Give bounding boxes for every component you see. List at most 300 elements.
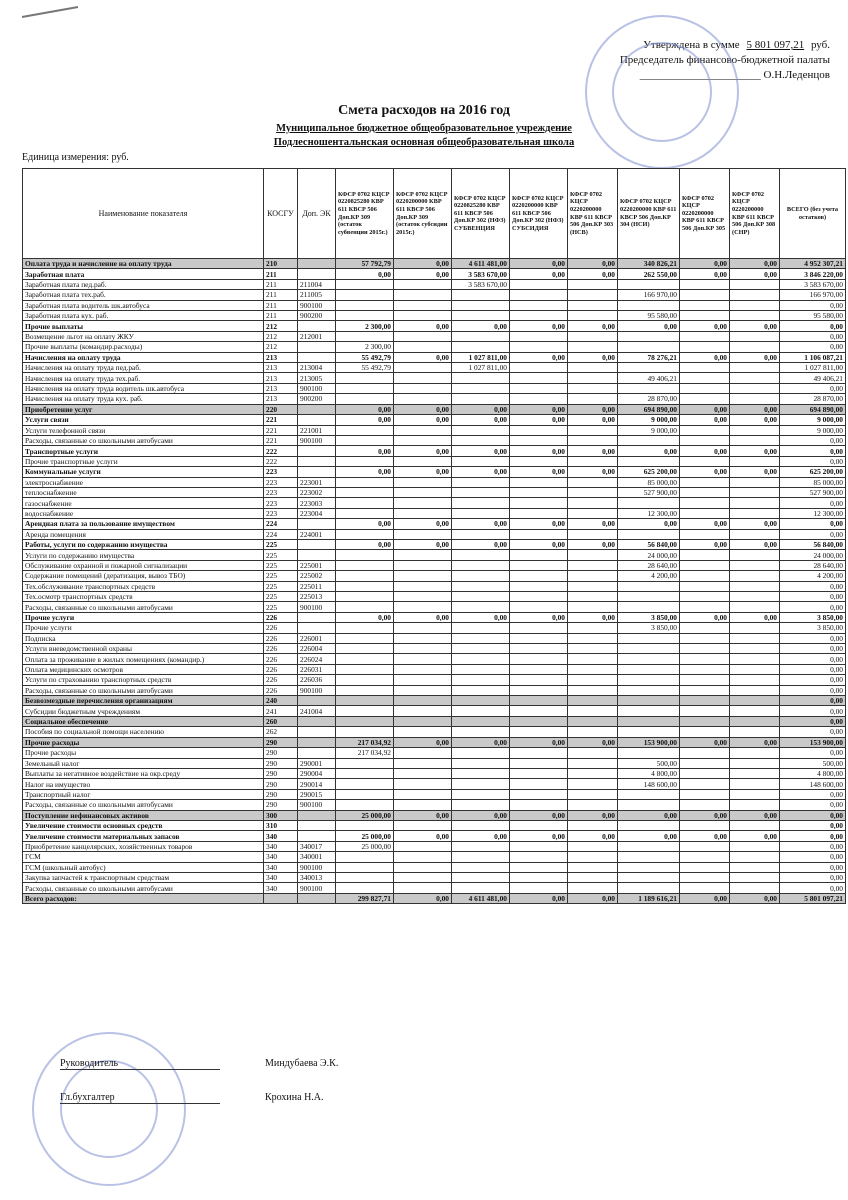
row-value-cell	[568, 696, 618, 706]
row-value-cell: 0,00	[568, 737, 618, 747]
row-dop-ek-cell: 221001	[298, 425, 336, 435]
row-name-cell: Начисления на оплату труда пед.раб.	[23, 363, 264, 373]
row-value-cell: 25 000,00	[336, 810, 394, 820]
row-total-cell: 12 300,00	[780, 508, 846, 518]
row-value-cell	[452, 383, 510, 393]
row-value-cell: 3 850,00	[618, 623, 680, 633]
row-value-cell	[618, 841, 680, 851]
row-value-cell	[452, 779, 510, 789]
table-row	[23, 800, 846, 810]
row-name-cell: Заработная плата кух. раб.	[23, 311, 264, 321]
row-value-cell	[618, 383, 680, 393]
row-value-cell	[730, 508, 780, 518]
row-value-cell	[394, 800, 452, 810]
row-value-cell: 0,00	[730, 352, 780, 362]
row-value-cell	[568, 456, 618, 466]
row-value-cell: 0,00	[336, 539, 394, 549]
row-value-cell	[510, 279, 568, 289]
row-value-cell	[680, 394, 730, 404]
row-name-cell: Возмещение льгот на оплату ЖКУ	[23, 331, 264, 341]
row-value-cell	[452, 550, 510, 560]
row-value-cell: 0,00	[510, 612, 568, 622]
row-name-cell: Начисления на оплату труда водитель шк.автобуса	[23, 383, 264, 393]
row-value-cell	[730, 331, 780, 341]
row-value-cell	[336, 425, 394, 435]
row-value-cell	[336, 456, 394, 466]
row-value-cell: 0,00	[510, 893, 568, 903]
table-row	[23, 498, 846, 508]
row-kosgu-cell: 340	[264, 841, 298, 851]
row-value-cell: 0,00	[730, 446, 780, 456]
row-name-cell: водоснабжение	[23, 508, 264, 518]
row-value-cell	[680, 768, 730, 778]
row-total-cell: 0,00	[780, 602, 846, 612]
row-value-cell	[452, 373, 510, 383]
row-total-cell: 625 200,00	[780, 467, 846, 477]
row-kosgu-cell: 210	[264, 259, 298, 269]
table-row	[23, 893, 846, 903]
row-value-cell	[680, 435, 730, 445]
row-value-cell	[568, 644, 618, 654]
row-value-cell: 0,00	[452, 446, 510, 456]
table-row	[23, 654, 846, 664]
row-value-cell: 527 900,00	[618, 487, 680, 497]
table-row	[23, 383, 846, 393]
row-dop-ek-cell: 225001	[298, 560, 336, 570]
row-value-cell	[452, 571, 510, 581]
row-name-cell: Расходы, связанные со школьными автобусами	[23, 883, 264, 893]
row-value-cell	[452, 748, 510, 758]
row-value-cell	[394, 279, 452, 289]
row-value-cell	[394, 623, 452, 633]
row-kosgu-cell: 262	[264, 727, 298, 737]
row-value-cell: 500,00	[618, 758, 680, 768]
row-value-cell	[394, 685, 452, 695]
row-value-cell	[452, 841, 510, 851]
row-value-cell	[336, 477, 394, 487]
row-value-cell	[394, 529, 452, 539]
row-value-cell: 0,00	[680, 539, 730, 549]
row-value-cell	[336, 758, 394, 768]
row-value-cell	[730, 685, 780, 695]
row-value-cell	[618, 592, 680, 602]
row-name-cell: Безвозмездные перечисления организациям	[23, 696, 264, 706]
row-value-cell	[568, 883, 618, 893]
row-total-cell: 0,00	[780, 820, 846, 830]
row-value-cell	[336, 633, 394, 643]
row-total-cell: 0,00	[780, 519, 846, 529]
row-total-cell: 9 000,00	[780, 425, 846, 435]
row-value-cell	[730, 550, 780, 560]
row-value-cell	[336, 394, 394, 404]
row-name-cell: Транспортный налог	[23, 789, 264, 799]
row-value-cell	[618, 581, 680, 591]
row-value-cell	[730, 852, 780, 862]
table-row	[23, 748, 846, 758]
row-value-cell	[568, 633, 618, 643]
row-value-cell	[680, 311, 730, 321]
row-value-cell: 0,00	[394, 831, 452, 841]
table-row	[23, 612, 846, 622]
row-value-cell	[336, 727, 394, 737]
table-row	[23, 435, 846, 445]
table-row	[23, 529, 846, 539]
row-value-cell	[394, 862, 452, 872]
row-value-cell: 0,00	[336, 269, 394, 279]
row-value-cell	[510, 685, 568, 695]
row-value-cell	[510, 529, 568, 539]
row-value-cell	[452, 685, 510, 695]
row-value-cell	[394, 373, 452, 383]
row-total-cell: 0,00	[780, 841, 846, 851]
row-name-cell: Аренда помещения	[23, 529, 264, 539]
row-value-cell	[510, 394, 568, 404]
accountant-role: Гл.бухгалтер	[60, 1092, 220, 1104]
row-value-cell	[730, 487, 780, 497]
row-name-cell: Выплаты за негативное воздействие на окр.среду	[23, 768, 264, 778]
row-value-cell	[394, 363, 452, 373]
row-total-cell: 0,00	[780, 748, 846, 758]
row-value-cell: 0,00	[568, 831, 618, 841]
row-value-cell	[510, 592, 568, 602]
row-value-cell	[730, 394, 780, 404]
row-value-cell	[730, 456, 780, 466]
row-value-cell	[730, 311, 780, 321]
row-dop-ek-cell	[298, 716, 336, 726]
row-value-cell: 0,00	[618, 831, 680, 841]
row-value-cell	[394, 852, 452, 862]
row-kosgu-cell: 211	[264, 290, 298, 300]
row-kosgu-cell: 340	[264, 862, 298, 872]
row-value-cell	[510, 550, 568, 560]
row-value-cell	[510, 425, 568, 435]
row-total-cell: 0,00	[780, 435, 846, 445]
accountant-name: Крохина Н.А.	[265, 1092, 324, 1103]
row-value-cell: 85 000,00	[618, 477, 680, 487]
head-role: Руководитель	[60, 1058, 220, 1070]
row-value-cell	[680, 550, 730, 560]
approval-suffix: руб.	[810, 39, 830, 51]
chairman-name: О.Н.Леденцов	[763, 69, 830, 81]
row-dop-ek-cell: 223002	[298, 487, 336, 497]
row-value-cell: 12 300,00	[618, 508, 680, 518]
row-value-cell: 0,00	[680, 352, 730, 362]
row-value-cell	[618, 706, 680, 716]
row-value-cell	[336, 571, 394, 581]
row-dop-ek-cell	[298, 831, 336, 841]
row-value-cell	[730, 342, 780, 352]
row-value-cell	[568, 779, 618, 789]
row-value-cell	[680, 706, 730, 716]
row-kosgu-cell	[264, 893, 298, 903]
row-dop-ek-cell: 225002	[298, 571, 336, 581]
row-value-cell	[510, 508, 568, 518]
row-value-cell	[336, 768, 394, 778]
round-seal-stamp-inner-bottom	[60, 1060, 158, 1158]
row-value-cell	[730, 872, 780, 882]
row-total-cell: 0,00	[780, 716, 846, 726]
row-value-cell	[618, 498, 680, 508]
row-value-cell	[680, 675, 730, 685]
row-name-cell: Пособия по социальной помощи населению	[23, 727, 264, 737]
row-value-cell	[394, 820, 452, 830]
row-value-cell	[618, 279, 680, 289]
table-row	[23, 373, 846, 383]
row-value-cell	[568, 675, 618, 685]
row-value-cell: 0,00	[394, 467, 452, 477]
row-value-cell	[618, 872, 680, 882]
row-kosgu-cell: 225	[264, 571, 298, 581]
row-value-cell	[730, 529, 780, 539]
row-name-cell: Прочие выплаты	[23, 321, 264, 331]
row-value-cell	[680, 862, 730, 872]
row-value-cell	[730, 675, 780, 685]
row-value-cell	[510, 727, 568, 737]
row-value-cell: 0,00	[452, 831, 510, 841]
row-name-cell: Коммунальные услуги	[23, 467, 264, 477]
table-row	[23, 300, 846, 310]
table-row	[23, 415, 846, 425]
row-kosgu-cell: 221	[264, 425, 298, 435]
row-value-cell: 0,00	[452, 415, 510, 425]
row-value-cell	[730, 592, 780, 602]
row-total-cell: 0,00	[780, 529, 846, 539]
row-value-cell	[680, 290, 730, 300]
row-kosgu-cell: 221	[264, 435, 298, 445]
row-value-cell	[510, 716, 568, 726]
row-dop-ek-cell: 226036	[298, 675, 336, 685]
row-value-cell	[510, 696, 568, 706]
row-value-cell: 0,00	[618, 810, 680, 820]
document-title-block	[0, 103, 848, 150]
row-value-cell	[452, 872, 510, 882]
row-dop-ek-cell	[298, 415, 336, 425]
row-value-cell	[394, 602, 452, 612]
row-dop-ek-cell	[298, 810, 336, 820]
row-name-cell: Прочие расходы	[23, 737, 264, 747]
row-total-cell: 694 890,00	[780, 404, 846, 414]
row-dop-ek-cell	[298, 467, 336, 477]
row-value-cell	[452, 560, 510, 570]
row-dop-ek-cell: 226024	[298, 654, 336, 664]
row-value-cell	[618, 748, 680, 758]
row-kosgu-cell: 225	[264, 539, 298, 549]
table-row	[23, 404, 846, 414]
row-value-cell: 0,00	[730, 737, 780, 747]
row-total-cell: 0,00	[780, 872, 846, 882]
row-name-cell: Услуги телефонной связи	[23, 425, 264, 435]
row-value-cell	[336, 602, 394, 612]
table-row	[23, 290, 846, 300]
row-value-cell: 0,00	[510, 269, 568, 279]
row-kosgu-cell: 223	[264, 508, 298, 518]
row-value-cell	[510, 789, 568, 799]
row-kosgu-cell: 226	[264, 633, 298, 643]
row-value-cell	[680, 363, 730, 373]
table-row	[23, 831, 846, 841]
row-dop-ek-cell: 290014	[298, 779, 336, 789]
row-value-cell	[568, 363, 618, 373]
row-value-cell	[336, 331, 394, 341]
row-value-cell	[618, 363, 680, 373]
head-name: Миндубаева Э.К.	[265, 1058, 339, 1069]
table-row	[23, 675, 846, 685]
row-value-cell	[336, 883, 394, 893]
approved-sum: 5 801 097,21	[746, 39, 805, 51]
row-value-cell	[394, 675, 452, 685]
row-kosgu-cell: 300	[264, 810, 298, 820]
row-value-cell	[336, 852, 394, 862]
row-kosgu-cell: 212	[264, 321, 298, 331]
row-value-cell: 24 000,00	[618, 550, 680, 560]
row-value-cell	[510, 435, 568, 445]
header-col-5: КФСР 0702 КЦСР 0220200000 КВР 611 КВСР 506 Доп.КР 303 (НСВ)	[568, 169, 618, 259]
row-value-cell	[452, 675, 510, 685]
row-name-cell: Заработная плата тех.раб.	[23, 290, 264, 300]
row-value-cell	[452, 487, 510, 497]
row-dop-ek-cell: 900100	[298, 383, 336, 393]
row-value-cell	[336, 300, 394, 310]
table-row	[23, 477, 846, 487]
row-value-cell	[452, 331, 510, 341]
row-name-cell: Арендная плата за пользование имуществом	[23, 519, 264, 529]
row-kosgu-cell: 260	[264, 716, 298, 726]
row-value-cell	[680, 800, 730, 810]
row-total-cell: 0,00	[780, 862, 846, 872]
row-value-cell: 56 840,00	[618, 539, 680, 549]
row-kosgu-cell: 225	[264, 560, 298, 570]
row-value-cell	[618, 800, 680, 810]
row-value-cell	[452, 633, 510, 643]
table-row	[23, 737, 846, 747]
row-total-cell: 0,00	[780, 696, 846, 706]
row-value-cell	[452, 883, 510, 893]
row-dop-ek-cell: 900200	[298, 394, 336, 404]
row-kosgu-cell: 226	[264, 623, 298, 633]
row-value-cell	[510, 487, 568, 497]
row-value-cell	[510, 373, 568, 383]
row-name-cell: Начисления на оплату труда	[23, 352, 264, 362]
row-dop-ek-cell: 212001	[298, 331, 336, 341]
row-value-cell: 0,00	[394, 404, 452, 414]
row-value-cell	[452, 529, 510, 539]
row-total-cell: 4 800,00	[780, 768, 846, 778]
row-total-cell: 95 580,00	[780, 311, 846, 321]
row-value-cell	[452, 654, 510, 664]
row-value-cell: 0,00	[394, 893, 452, 903]
row-value-cell: 2 300,00	[336, 321, 394, 331]
row-value-cell	[680, 373, 730, 383]
row-value-cell	[336, 373, 394, 383]
row-value-cell	[394, 872, 452, 882]
row-dop-ek-cell: 211005	[298, 290, 336, 300]
row-value-cell	[568, 800, 618, 810]
row-value-cell	[618, 456, 680, 466]
row-value-cell	[680, 592, 730, 602]
row-value-cell: 0,00	[568, 810, 618, 820]
row-value-cell: 0,00	[394, 352, 452, 362]
row-kosgu-cell: 213	[264, 363, 298, 373]
row-value-cell	[568, 290, 618, 300]
row-value-cell: 0,00	[510, 446, 568, 456]
row-kosgu-cell: 290	[264, 748, 298, 758]
row-name-cell: газоснабжение	[23, 498, 264, 508]
row-value-cell	[730, 789, 780, 799]
row-value-cell	[730, 602, 780, 612]
row-value-cell	[510, 675, 568, 685]
row-value-cell	[568, 498, 618, 508]
row-value-cell	[568, 685, 618, 695]
row-name-cell: электроснабжение	[23, 477, 264, 487]
row-value-cell: 4 611 481,00	[452, 259, 510, 269]
row-value-cell	[510, 862, 568, 872]
row-value-cell	[452, 508, 510, 518]
row-value-cell	[568, 664, 618, 674]
row-dop-ek-cell: 226001	[298, 633, 336, 643]
row-value-cell	[680, 852, 730, 862]
table-row	[23, 560, 846, 570]
row-value-cell	[394, 560, 452, 570]
row-total-cell: 5 801 097,21	[780, 893, 846, 903]
row-value-cell: 0,00	[510, 415, 568, 425]
table-row	[23, 602, 846, 612]
row-value-cell	[510, 758, 568, 768]
organization-line-1: Муниципальное бюджетное общеобразовательное учреждение	[276, 123, 572, 134]
row-value-cell: 0,00	[568, 404, 618, 414]
row-value-cell: 0,00	[680, 415, 730, 425]
row-name-cell: Содержание помещений (дератизация, вывоз ТБО)	[23, 571, 264, 581]
row-value-cell	[568, 373, 618, 383]
row-value-cell: 0,00	[452, 612, 510, 622]
row-value-cell: 0,00	[680, 259, 730, 269]
row-value-cell	[394, 550, 452, 560]
header-col-7: КФСР 0702 КЦСР 0220200000 КВР 611 КВСР 506 Доп.КР 305	[680, 169, 730, 259]
row-kosgu-cell: 241	[264, 706, 298, 716]
row-name-cell: Услуги вневедомственной охраны	[23, 644, 264, 654]
row-value-cell: 0,00	[452, 404, 510, 414]
row-value-cell: 262 550,00	[618, 269, 680, 279]
row-name-cell: Прочие выплаты (командир.расходы)	[23, 342, 264, 352]
row-total-cell: 0,00	[780, 654, 846, 664]
row-dop-ek-cell	[298, 893, 336, 903]
row-value-cell	[730, 425, 780, 435]
row-value-cell: 25 000,00	[336, 831, 394, 841]
row-value-cell: 55 492,79	[336, 352, 394, 362]
row-value-cell	[680, 560, 730, 570]
header-total: ВСЕГО (без учета остатков)	[780, 169, 846, 259]
row-value-cell	[394, 789, 452, 799]
row-dop-ek-cell: 225013	[298, 592, 336, 602]
row-value-cell	[568, 716, 618, 726]
expense-estimate-table	[22, 168, 846, 904]
row-dop-ek-cell	[298, 727, 336, 737]
row-name-cell: Оплата труда и начисление на оплату труда	[23, 259, 264, 269]
row-value-cell: 0,00	[680, 467, 730, 477]
row-value-cell	[618, 862, 680, 872]
table-row	[23, 321, 846, 331]
table-row	[23, 852, 846, 862]
row-total-cell: 0,00	[780, 456, 846, 466]
row-dop-ek-cell	[298, 539, 336, 549]
row-kosgu-cell: 222	[264, 446, 298, 456]
row-value-cell	[568, 394, 618, 404]
row-total-cell: 0,00	[780, 883, 846, 893]
row-dop-ek-cell: 900100	[298, 883, 336, 893]
row-dop-ek-cell: 900100	[298, 602, 336, 612]
row-value-cell	[618, 820, 680, 830]
row-dop-ek-cell	[298, 342, 336, 352]
row-name-cell: Оплата за проживание в жилых помещениях (командир.)	[23, 654, 264, 664]
